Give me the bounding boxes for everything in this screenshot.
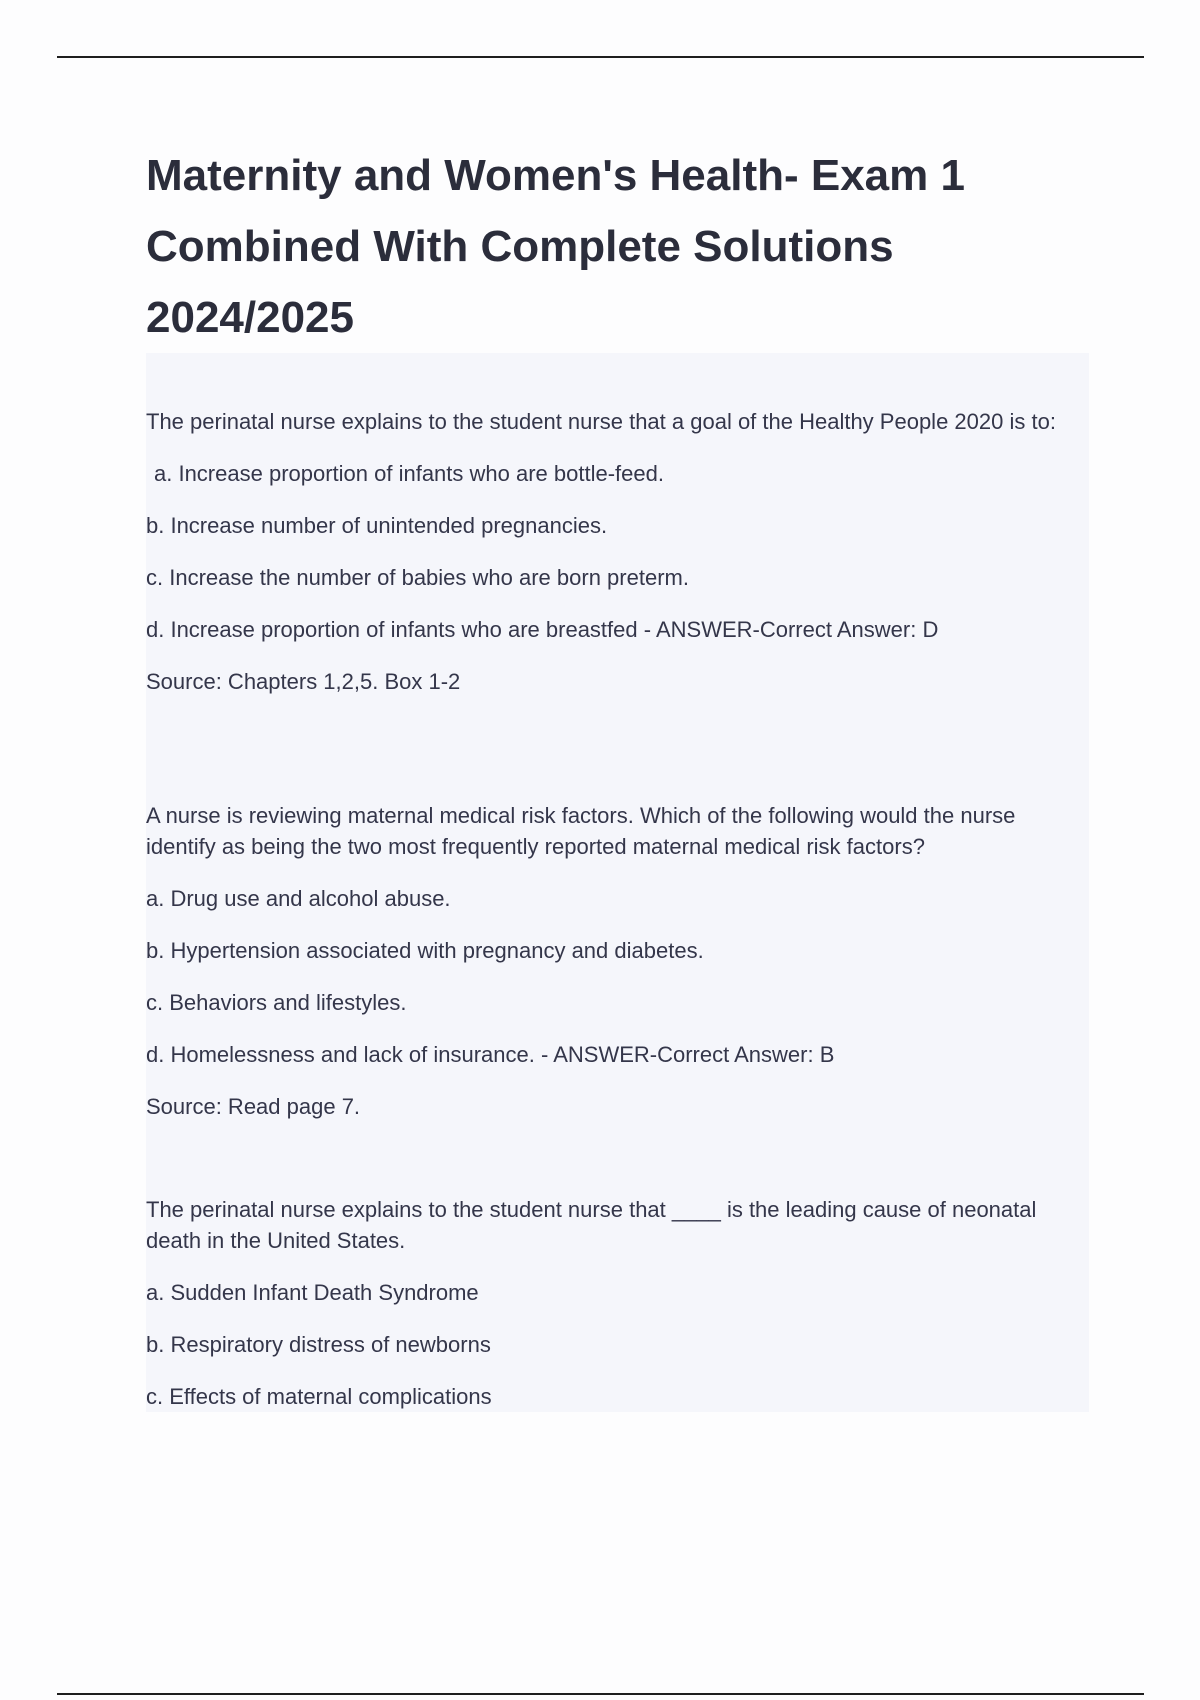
question-stem: The perinatal nurse explains to the student nurse that a goal of the Healthy People 2020 is to: bbox=[146, 409, 1056, 434]
answer-option-d: d. Increase proportion of infants who are breastfed - ANSWER-Correct Answer: D bbox=[146, 617, 939, 642]
answer-option-a: a. Increase proportion of infants who are bottle-feed. bbox=[154, 461, 664, 486]
answer-option-a: a. Drug use and alcohol abuse. bbox=[146, 886, 451, 911]
answer-option-c: c. Increase the number of babies who are born preterm. bbox=[146, 565, 689, 590]
answer-option-c: c. Behaviors and lifestyles. bbox=[146, 990, 407, 1015]
answer-option-a: a. Sudden Infant Death Syndrome bbox=[146, 1280, 479, 1305]
document-title: Maternity and Women's Health- Exam 1 Combined With Complete Solutions 2024/2025 bbox=[146, 151, 965, 342]
question-stem: The perinatal nurse explains to the student nurse that ____ is the leading cause of neonatal death in the United States. bbox=[146, 1197, 1037, 1253]
question-source: Source: Chapters 1,2,5. Box 1-2 bbox=[146, 669, 461, 694]
answer-option-d: d. Homelessness and lack of insurance. - ANSWER-Correct Answer: B bbox=[146, 1042, 835, 1067]
answer-option-b: b. Hypertension associated with pregnancy and diabetes. bbox=[146, 938, 704, 963]
question-2 bbox=[146, 800, 1089, 1122]
question-source: Source: Read page 7. bbox=[146, 1094, 361, 1119]
bottom-rule bbox=[57, 1693, 1144, 1695]
question-stem: A nurse is reviewing maternal medical risk factors. Which of the following would the nurse identify as being the two most frequently reported maternal medical risk factors? bbox=[146, 803, 1016, 859]
question-1 bbox=[146, 406, 1089, 697]
top-rule bbox=[57, 56, 1144, 58]
answer-option-b: b. Respiratory distress of newborns bbox=[146, 1332, 491, 1357]
answer-option-b: b. Increase number of unintended pregnancies. bbox=[146, 513, 608, 538]
questions-panel bbox=[146, 353, 1089, 1412]
answer-option-c: c. Effects of maternal complications bbox=[146, 1384, 492, 1409]
question-3 bbox=[146, 1194, 1089, 1412]
